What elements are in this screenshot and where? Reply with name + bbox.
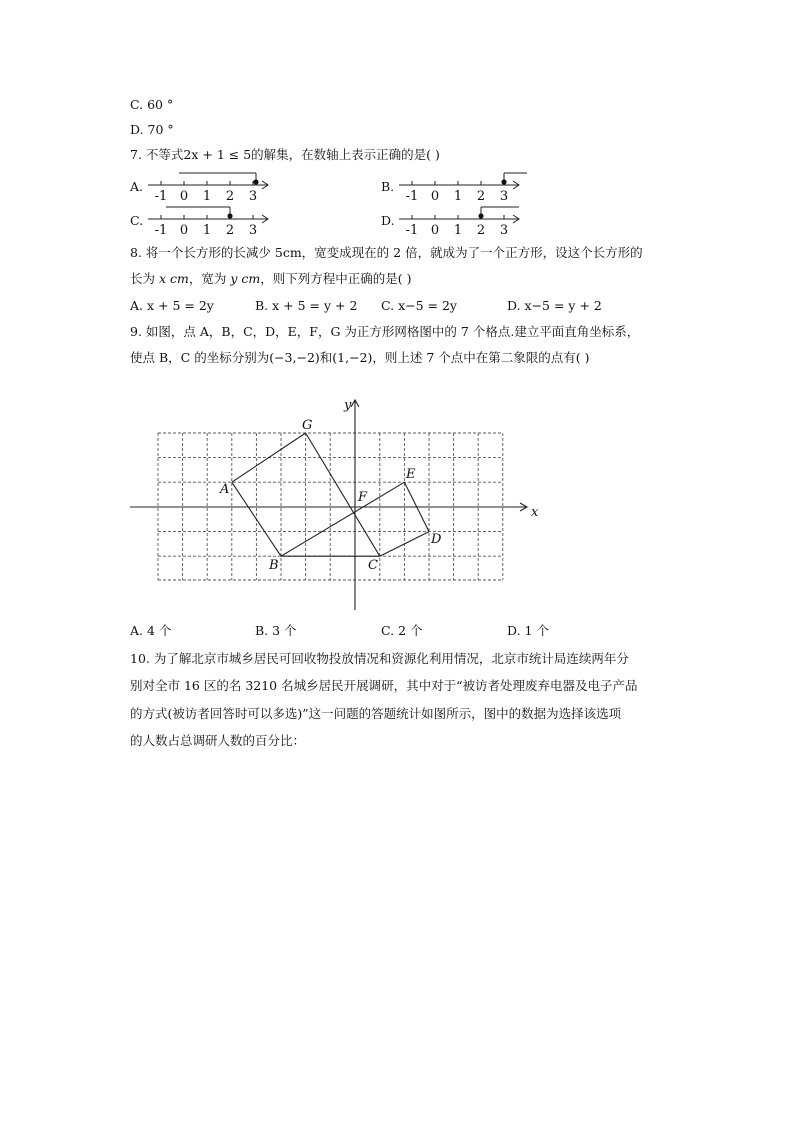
q7-option-c-label: C. xyxy=(130,213,144,228)
q7-option-d-label: D. xyxy=(381,213,395,228)
q8-text: ，则下列方程中正确的是( ) xyxy=(260,271,412,286)
q9-option-a: A. 4 个 xyxy=(130,623,172,638)
tick-label: 1 xyxy=(202,223,212,236)
tick-label: 2 xyxy=(476,189,486,202)
q9-option-b: B. 3 个 xyxy=(255,623,297,638)
axes xyxy=(130,400,527,610)
q8-text: 长为 xyxy=(130,271,159,286)
q9-stem-line1: 9. 如图，点 A，B，C，D，E，F，G 为正方形网格图中的 7 个格点.建立平面直角坐标系， xyxy=(130,324,640,339)
q9-option-d: D. 1 个 xyxy=(507,623,549,638)
tick-label: -1 xyxy=(405,189,419,202)
tick-label: -1 xyxy=(154,189,168,202)
tick-label: 0 xyxy=(179,223,189,236)
q8-option-d: D. x−5 = y + 2 xyxy=(507,298,602,313)
q10-stem-line4: 的人数占总调研人数的百分比： xyxy=(130,733,306,748)
q6-option-c: C. 60 ° xyxy=(130,97,174,112)
tick-label: 2 xyxy=(476,223,486,236)
point-label-g: G xyxy=(302,418,313,433)
q8-var-x: x cm xyxy=(158,271,189,286)
point-label-c: C xyxy=(368,558,378,573)
tick-label: 0 xyxy=(179,189,189,202)
tick-label: -1 xyxy=(154,223,168,236)
tick-label: 2 xyxy=(225,223,235,236)
q9-option-c: C. 2 个 xyxy=(381,623,423,638)
x-axis-label: x xyxy=(531,505,539,520)
q8-option-c: C. x−5 = 2y xyxy=(381,298,457,313)
tick-label: 3 xyxy=(499,189,509,202)
tick-label: 1 xyxy=(453,223,463,236)
point-label-e: E xyxy=(406,467,416,482)
point-label-b: B xyxy=(269,558,279,573)
q9-stem-line2: 使点 B，C 的坐标分别为(−3,−2)和(1,−2)，则上述 7 个点中在第二象限的点有( ) xyxy=(130,350,590,365)
tick-label: 3 xyxy=(499,223,509,236)
point-label-a: A xyxy=(220,482,230,497)
q8-stem-line1: 8. 将一个长方形的长减少 5cm，宽变成现在的 2 倍，就成为了一个正方形，设这个长方形的 xyxy=(130,245,643,260)
q8-var-y: y cm xyxy=(230,271,261,286)
segment-be xyxy=(281,482,404,556)
point-label-f: F xyxy=(358,490,368,505)
tick-label: 1 xyxy=(453,189,463,202)
tick-label: 3 xyxy=(248,189,258,202)
q8-text: ，宽为 xyxy=(188,271,231,286)
q7-option-b-label: B. xyxy=(381,179,395,194)
q10-stem-line1: 10. 为了解北京市城乡居民可回收物投放情况和资源化利用情况，北京市统计局连续两年分 xyxy=(130,651,629,666)
q7-stem: 7. 不等式2x + 1 ≤ 5的解集，在数轴上表示正确的是( ) xyxy=(130,147,440,162)
y-axis-label: y xyxy=(344,398,352,413)
q10-stem-line3: 的方式(被访者回答时可以多选)”这一问题的答题统计如图所示，图中的数据为选择该选项 xyxy=(130,706,622,721)
q7-option-a-label: A. xyxy=(130,179,144,194)
point-label-d: D xyxy=(431,532,442,547)
tick-label: 0 xyxy=(430,223,440,236)
segment-gc xyxy=(306,433,380,556)
tick-label: 1 xyxy=(202,189,212,202)
tick-label: 2 xyxy=(225,189,235,202)
tick-label: -1 xyxy=(405,223,419,236)
tick-label: 0 xyxy=(430,189,440,202)
q8-option-a: A. x + 5 = 2y xyxy=(130,298,214,313)
q10-stem-line2: 别对全市 16 区的名 3210 名城乡居民开展调研，其中对于“被访者处理废弃电器及电子产品 xyxy=(130,678,638,693)
q6-option-d: D. 70 ° xyxy=(130,122,174,137)
tick-label: 3 xyxy=(248,223,258,236)
q8-option-b: B. x + 5 = y + 2 xyxy=(255,298,358,313)
